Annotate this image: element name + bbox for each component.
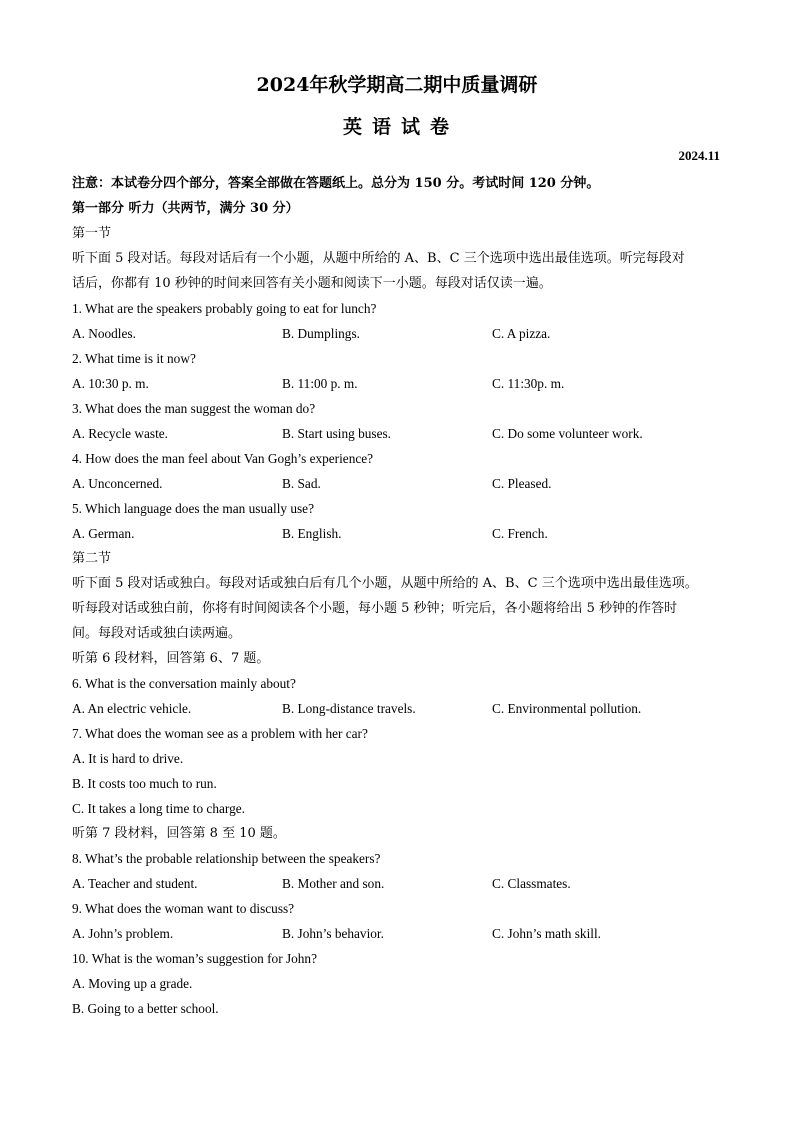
- option-c: C. It takes a long time to charge.: [72, 801, 245, 816]
- question-stem: 1. What are the speakers probably going to eat for lunch?: [72, 301, 377, 316]
- question-stem: 2. What time is it now?: [72, 351, 196, 366]
- question-options: [72, 921, 724, 946]
- section2-instruction-line1: 听下面 5 段对话或独白。每段对话或独白后有几个小题，从题中所给的 A、B、C 三个选项中选出最佳选项。: [72, 576, 698, 591]
- option-b: B. Going to a better school.: [72, 1001, 219, 1016]
- option-a: A. An electric vehicle.: [72, 701, 192, 716]
- exam-title: 2024年秋学期高二期中质量调研: [256, 74, 538, 96]
- option-b: B. Dumplings.: [282, 326, 360, 341]
- question-stem: 7. What does the woman see as a problem with her car?: [72, 726, 368, 741]
- question-stem: 8. What’s the probable relationship between the speakers?: [72, 851, 381, 866]
- option-b: B. Sad.: [282, 476, 321, 491]
- exam-subtitle: 英语试卷: [342, 116, 459, 138]
- exam-content: [72, 171, 724, 1021]
- option-a: A. German.: [72, 526, 135, 541]
- section2-instruction-line3: 间。每段对话或独白读两遍。: [72, 626, 242, 641]
- option-b: B. It costs too much to run.: [72, 776, 217, 791]
- option-c: C. Environmental pollution.: [492, 701, 642, 716]
- option-c: C. French.: [492, 526, 548, 541]
- question-options: [72, 696, 724, 721]
- option-b: B. John’s behavior.: [282, 926, 384, 941]
- option-c: C. A pizza.: [492, 326, 551, 341]
- option-a: A. Moving up a grade.: [72, 976, 193, 991]
- part1-heading: 第一部分 听力（共两节，满分 30 分）: [72, 201, 299, 216]
- question-stem: 5. Which language does the man usually use?: [72, 501, 314, 516]
- notice: 注意：本试卷分四个部分，答案全部做在答题纸上。总分为 150 分。考试时间 120 分钟。: [72, 176, 600, 191]
- option-b: B. 11:00 p. m.: [282, 376, 358, 391]
- question-stem: 9. What does the woman want to discuss?: [72, 901, 295, 916]
- question-options: [72, 871, 724, 896]
- option-c: C. 11:30p. m.: [492, 376, 565, 391]
- section1-instruction-line2: 话后，你都有 10 秒钟的时间来回答有关小题和阅读下一小题。每段对话仅读一遍。: [72, 276, 552, 291]
- option-a: A. 10:30 p. m.: [72, 376, 149, 391]
- option-b: B. Long-distance travels.: [282, 701, 416, 716]
- question-stem: 6. What is the conversation mainly about?: [72, 676, 296, 691]
- material-6-heading: 听第 6 段材料，回答第 6、7 题。: [72, 651, 270, 666]
- option-c: C. Classmates.: [492, 876, 571, 891]
- question-stem: 4. How does the man feel about Van Gogh’s experience?: [72, 451, 374, 466]
- option-a: A. Recycle waste.: [72, 426, 168, 441]
- option-b: B. Start using buses.: [282, 426, 391, 441]
- option-a: A. Teacher and student.: [72, 876, 198, 891]
- option-b: B. English.: [282, 526, 342, 541]
- material-7-heading: 听第 7 段材料，回答第 8 至 10 题。: [72, 826, 286, 841]
- option-c: C. John’s math skill.: [492, 926, 601, 941]
- option-a: A. John’s problem.: [72, 926, 174, 941]
- exam-date: 2024.11: [678, 148, 720, 163]
- option-b: B. Mother and son.: [282, 876, 385, 891]
- question-stem: 3. What does the man suggest the woman do?: [72, 401, 316, 416]
- option-c: C. Do some volunteer work.: [492, 426, 643, 441]
- section2-label: 第二节: [72, 551, 112, 566]
- option-a: A. It is hard to drive.: [72, 751, 184, 766]
- section1-instruction-line1: 听下面 5 段对话。每段对话后有一个小题，从题中所给的 A、B、C 三个选项中选出最佳选项。听完每段对: [72, 251, 685, 266]
- question-options: [72, 371, 724, 396]
- question-options: [72, 521, 724, 546]
- section2-instruction-line2: 听每段对话或独白前，你将有时间阅读各个小题，每小题 5 秒钟；听完后，各小题将给出 5 秒钟的作答时: [72, 601, 678, 616]
- question-options: [72, 321, 724, 346]
- option-a: A. Unconcerned.: [72, 476, 163, 491]
- section1-label: 第一节: [72, 226, 112, 241]
- question-options: [72, 421, 724, 446]
- option-c: C. Pleased.: [492, 476, 552, 491]
- question-options: [72, 471, 724, 496]
- option-a: A. Noodles.: [72, 326, 136, 341]
- question-stem: 10. What is the woman’s suggestion for John?: [72, 951, 317, 966]
